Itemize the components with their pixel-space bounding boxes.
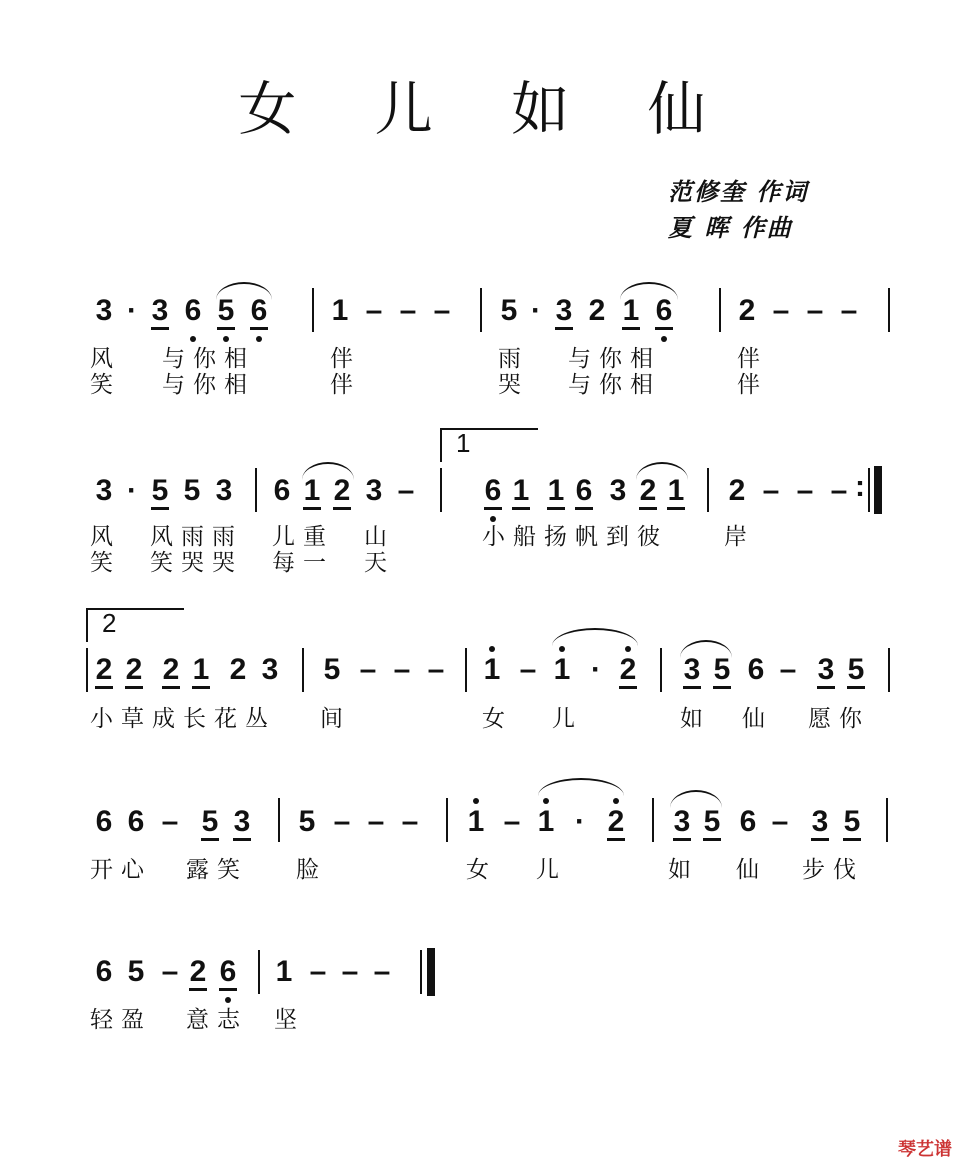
lyric-text: 步伐	[802, 857, 864, 883]
lyric-text: 露笑	[186, 857, 248, 883]
note: 3	[670, 807, 694, 837]
lyric-text: 岸	[724, 524, 755, 550]
lyric-text: 风	[90, 346, 121, 372]
note: –	[806, 294, 824, 327]
note: 3	[365, 474, 383, 507]
note: 1	[509, 476, 533, 506]
slur	[636, 462, 688, 480]
lyric-text: 笑哭哭	[150, 550, 243, 576]
note: –	[830, 474, 848, 507]
note: 5	[198, 807, 222, 837]
note: 2	[229, 653, 247, 686]
barline	[258, 950, 260, 994]
lyric-text: 女	[482, 706, 513, 732]
note: –	[161, 955, 179, 988]
note: 3	[552, 296, 576, 326]
lyric-text: 愿你	[808, 706, 870, 732]
lyricist-credit: 范修奎 作词	[668, 177, 809, 206]
note: 5	[710, 655, 734, 685]
barline	[86, 648, 88, 692]
slur	[216, 282, 272, 300]
lyric-text: 笑	[90, 372, 121, 398]
note: 3	[808, 807, 832, 837]
note: –	[161, 805, 179, 838]
note: 6	[652, 296, 676, 326]
note: –	[373, 955, 391, 988]
note: 6	[95, 805, 113, 838]
lyric-text: 仙	[742, 706, 773, 732]
note: 2	[122, 655, 146, 685]
note: 6	[127, 805, 145, 838]
lyric-text: 天	[364, 550, 395, 576]
note: 6	[273, 474, 291, 507]
note: 1	[534, 807, 558, 837]
note: –	[309, 955, 327, 988]
lyric-text: 小船扬帆到彼	[482, 524, 668, 550]
slur	[538, 778, 624, 796]
note: 2	[330, 476, 354, 506]
slur	[670, 790, 722, 808]
note: 6	[181, 296, 205, 326]
note: 5	[127, 955, 145, 988]
lyric-text: 坚	[274, 1007, 305, 1033]
barline	[278, 798, 280, 842]
lyric-text: 雨	[498, 346, 529, 372]
lyric-text: 风	[90, 524, 121, 550]
lyric-text: 每一	[272, 550, 334, 576]
slur	[552, 628, 638, 646]
watermark-logo: 琴艺谱	[898, 1139, 952, 1160]
composer-credit: 夏 晖 作曲	[668, 213, 793, 242]
lyric-text: 间	[320, 706, 351, 732]
lyric-text: 哭	[498, 372, 529, 398]
note: 3	[609, 474, 627, 507]
barline	[707, 468, 709, 512]
note: 2	[186, 957, 210, 987]
barline	[440, 468, 442, 512]
lyric-text: 脸	[296, 857, 327, 883]
note: 5	[214, 296, 238, 326]
final-barline-thick	[427, 948, 435, 996]
barline	[312, 288, 314, 332]
note: –	[333, 805, 351, 838]
final-barline-thin	[420, 950, 422, 994]
note: –	[397, 474, 415, 507]
note: 5	[183, 474, 201, 507]
lyric-text: 仙	[736, 857, 767, 883]
lyric-text: 小草成长花丛	[90, 706, 276, 732]
note: –	[365, 294, 383, 327]
slur	[620, 282, 678, 300]
note: –	[762, 474, 780, 507]
lyric-text: 儿	[552, 706, 583, 732]
note: 1	[550, 655, 574, 685]
lyric-text: 如	[668, 857, 699, 883]
barline	[302, 648, 304, 692]
lyric-text: 与你相	[568, 372, 661, 398]
barline	[888, 288, 890, 332]
note: ·	[575, 805, 585, 838]
note: 3	[95, 294, 113, 327]
repeat-barline-thick	[874, 466, 882, 514]
note: –	[359, 653, 377, 686]
barline	[886, 798, 888, 842]
note: 2	[604, 807, 628, 837]
volta-1	[440, 428, 538, 462]
slur	[680, 640, 732, 658]
volta-2-label: 2	[102, 608, 117, 638]
barline	[446, 798, 448, 842]
lyric-text: 伴	[330, 346, 361, 372]
lyric-text: 儿	[536, 857, 567, 883]
note: 1	[464, 807, 488, 837]
note: 1	[300, 476, 324, 506]
note: –	[772, 294, 790, 327]
lyric-text: 与你相	[162, 372, 255, 398]
note: 5	[148, 476, 172, 506]
lyric-text: 笑	[90, 550, 121, 576]
lyric-text: 与你相	[162, 346, 255, 372]
note: –	[367, 805, 385, 838]
note: 5	[500, 294, 518, 327]
lyric-text: 如	[680, 706, 711, 732]
note: –	[393, 653, 411, 686]
note: 6	[572, 476, 596, 506]
note: –	[771, 805, 789, 838]
note: –	[341, 955, 359, 988]
note: ·	[531, 294, 541, 327]
note: –	[779, 653, 797, 686]
barline	[255, 468, 257, 512]
lyric-text: 伴	[737, 346, 768, 372]
lyric-text: 意志	[186, 1007, 248, 1033]
repeat-dots: :	[855, 470, 865, 503]
note: 2	[159, 655, 183, 685]
note: 5	[840, 807, 864, 837]
note: 3	[814, 655, 838, 685]
note: 2	[728, 474, 746, 507]
note: ·	[127, 294, 137, 327]
barline	[465, 648, 467, 692]
note: –	[840, 294, 858, 327]
note: ·	[591, 653, 601, 686]
note: 6	[216, 957, 240, 987]
barline	[660, 648, 662, 692]
lyric-text: 开心	[90, 857, 152, 883]
lyric-text: 儿重	[272, 524, 334, 550]
note: 1	[275, 955, 293, 988]
note: 2	[616, 655, 640, 685]
note: 6	[739, 805, 757, 838]
volta-1-label: 1	[456, 428, 471, 458]
note: 2	[636, 476, 660, 506]
barline	[888, 648, 890, 692]
lyric-text: 山	[364, 524, 395, 550]
barline	[652, 798, 654, 842]
note: 3	[230, 807, 254, 837]
note: 3	[95, 474, 113, 507]
lyric-text: 风雨雨	[150, 524, 243, 550]
note: 3	[680, 655, 704, 685]
note: –	[427, 653, 445, 686]
song-title: 女 儿 如 仙	[238, 75, 736, 143]
note: 1	[619, 296, 643, 326]
note: 3	[148, 296, 172, 326]
repeat-barline	[868, 468, 870, 512]
note: 1	[544, 476, 568, 506]
slur	[302, 462, 354, 480]
note: ·	[127, 474, 137, 507]
note: 1	[664, 476, 688, 506]
note: –	[401, 805, 419, 838]
note: 5	[844, 655, 868, 685]
note: 3	[261, 653, 279, 686]
note: 5	[323, 653, 341, 686]
note: 1	[331, 294, 349, 327]
note: 1	[189, 655, 213, 685]
note: 6	[481, 476, 505, 506]
note: 6	[95, 955, 113, 988]
note: 1	[480, 655, 504, 685]
note: 6	[747, 653, 765, 686]
barline	[480, 288, 482, 332]
lyric-text: 轻盈	[90, 1007, 152, 1033]
lyric-text: 与你相	[568, 346, 661, 372]
lyric-text: 女	[466, 857, 497, 883]
lyric-text: 伴	[330, 372, 361, 398]
note: 2	[92, 655, 116, 685]
note: 3	[215, 474, 233, 507]
note: –	[519, 653, 537, 686]
note: 5	[700, 807, 724, 837]
note: 5	[298, 805, 316, 838]
note: –	[399, 294, 417, 327]
volta-2	[86, 608, 184, 642]
note: –	[796, 474, 814, 507]
note: 2	[738, 294, 756, 327]
barline	[719, 288, 721, 332]
note: –	[433, 294, 451, 327]
lyric-text: 伴	[737, 372, 768, 398]
note: 2	[588, 294, 606, 327]
note: 6	[247, 296, 271, 326]
note: –	[503, 805, 521, 838]
